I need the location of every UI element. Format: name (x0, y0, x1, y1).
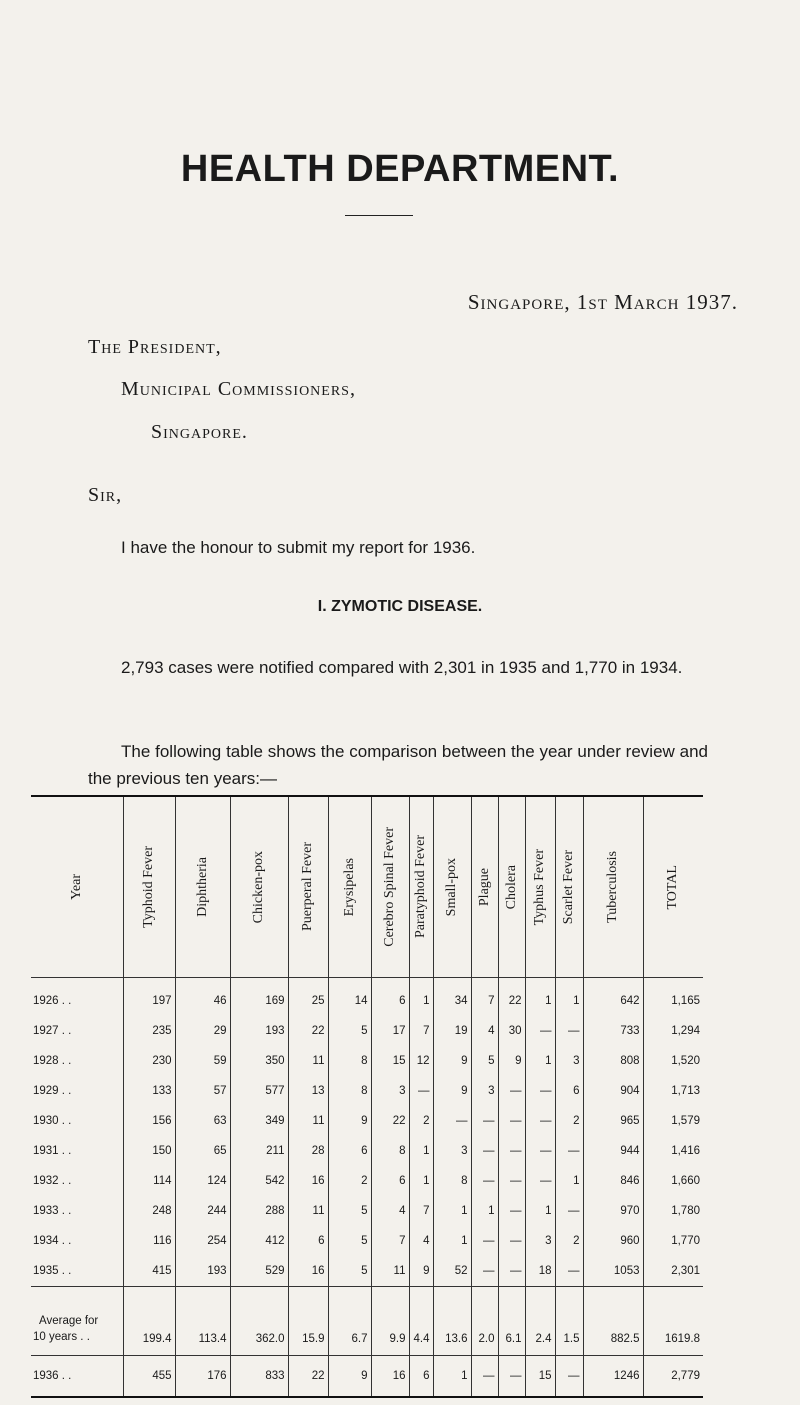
current-year-row (31, 1356, 703, 1398)
average-cell: 9.9 (371, 1287, 409, 1356)
table-cell: 2 (555, 1226, 583, 1256)
table-cell: — (433, 1106, 471, 1136)
table-cell: 14 (328, 978, 371, 1017)
column-header-small-pox (433, 796, 471, 978)
table-cell: — (498, 1166, 525, 1196)
row-year-cell: 1931 . . (33, 1145, 72, 1157)
table-cell: 63 (175, 1106, 230, 1136)
table-row (31, 1226, 703, 1256)
table-cell: 25 (288, 978, 328, 1017)
column-header-tuberculosis (583, 796, 643, 978)
current-year-cell: — (498, 1356, 525, 1398)
table-cell: 30 (498, 1016, 525, 1046)
average-cell: 1619.8 (643, 1287, 703, 1356)
column-header-label: Paratyphoid Fever (413, 835, 428, 939)
table-cell: — (498, 1226, 525, 1256)
column-header-cerebro-spinal-fever (371, 796, 409, 978)
table-cell: 211 (230, 1136, 288, 1166)
table-cell: 1,520 (643, 1046, 703, 1076)
table-cell: 4 (371, 1196, 409, 1226)
table-cell: 1 (471, 1196, 498, 1226)
table-cell: 4 (409, 1226, 433, 1256)
column-header-label: Small-pox (444, 857, 459, 917)
table-cell: 193 (175, 1256, 230, 1287)
column-header-label: Diphtheria (194, 857, 210, 917)
table-cell: 116 (123, 1226, 175, 1256)
table-cell: 5 (328, 1226, 371, 1256)
table-cell: — (525, 1166, 555, 1196)
table-row (31, 1136, 703, 1166)
column-header-label: Chicken-pox (251, 850, 266, 924)
table-cell: 1053 (583, 1256, 643, 1287)
current-year-cell: 16 (371, 1356, 409, 1398)
salutation: Sir, (88, 484, 123, 506)
table-cell: 169 (230, 978, 288, 1017)
section-title: I. ZYMOTIC DISEASE. (317, 598, 483, 615)
table-header-row (31, 796, 703, 978)
table-cell: 1,294 (643, 1016, 703, 1046)
table-cell: 6 (371, 1166, 409, 1196)
average-label-cell (31, 1287, 123, 1356)
table-cell: — (498, 1106, 525, 1136)
table-cell: 1,770 (643, 1226, 703, 1256)
table-cell: 13 (288, 1076, 328, 1106)
table-cell: — (498, 1196, 525, 1226)
current-year-cell: 22 (288, 1356, 328, 1398)
column-header-label: TOTAL (665, 864, 681, 910)
column-header-paratyphoid-fever (409, 796, 433, 978)
table-cell: — (471, 1136, 498, 1166)
table-cell: — (555, 1256, 583, 1287)
current-year-cell: — (471, 1356, 498, 1398)
row-year-cell: 1928 . . (33, 1055, 72, 1067)
dateline: Singapore, 1st March 1937. (467, 290, 738, 314)
table-cell: — (471, 1256, 498, 1287)
table-cell: 9 (409, 1256, 433, 1287)
column-header-label: Scarlet Fever (561, 849, 576, 925)
table-cell: 248 (123, 1196, 175, 1226)
table-cell: 2,301 (643, 1256, 703, 1287)
table-row (31, 1166, 703, 1196)
table-cell: 1,579 (643, 1106, 703, 1136)
table-cell: — (555, 1016, 583, 1046)
table-cell: — (498, 1076, 525, 1106)
column-header-puerperal-fever (288, 796, 328, 978)
table-cell: 1,416 (643, 1136, 703, 1166)
table-cell: 846 (583, 1166, 643, 1196)
table-cell: 22 (371, 1106, 409, 1136)
table-cell: 8 (371, 1136, 409, 1166)
table-cell: 150 (123, 1136, 175, 1166)
table-cell: 808 (583, 1046, 643, 1076)
table-cell: 577 (230, 1076, 288, 1106)
table-cell: 960 (583, 1226, 643, 1256)
table-cell: 11 (371, 1256, 409, 1287)
column-header-typhus-fever (525, 796, 555, 978)
row-year-cell: 1927 . . (33, 1025, 72, 1037)
table-cell: 11 (288, 1106, 328, 1136)
table-cell: 22 (288, 1016, 328, 1046)
table-cell: 133 (123, 1076, 175, 1106)
row-year-cell: 1934 . . (33, 1235, 72, 1247)
row-year-cell: 1929 . . (33, 1085, 72, 1097)
table-cell: 65 (175, 1136, 230, 1166)
average-cell: 1.5 (555, 1287, 583, 1356)
table-cell: 114 (123, 1166, 175, 1196)
table-cell: 46 (175, 978, 230, 1017)
column-header-total (643, 796, 703, 978)
current-year-cell: 2,779 (643, 1356, 703, 1398)
table-cell: 5 (328, 1196, 371, 1226)
table-cell: 235 (123, 1016, 175, 1046)
table-cell: — (525, 1106, 555, 1136)
table-cell: 7 (409, 1196, 433, 1226)
table-cell: 22 (498, 978, 525, 1017)
row-year-cell: 1930 . . (33, 1115, 72, 1127)
row-year-cell: 1933 . . (33, 1205, 72, 1217)
table-cell: 6 (371, 978, 409, 1017)
table-cell: — (471, 1106, 498, 1136)
table-cell: 944 (583, 1136, 643, 1166)
table-cell: 3 (471, 1076, 498, 1106)
column-header-label: Typhus Fever (532, 848, 547, 926)
table-cell: — (555, 1196, 583, 1226)
table-cell: 16 (288, 1256, 328, 1287)
addressee-line-3: Singapore. (151, 421, 248, 443)
table-cell: 5 (471, 1046, 498, 1076)
current-year-cell: 1 (433, 1356, 471, 1398)
table-cell: 642 (583, 978, 643, 1017)
table-cell: — (555, 1136, 583, 1166)
column-header-year (31, 796, 123, 978)
table-cell: 9 (433, 1076, 471, 1106)
current-year-cell: 455 (123, 1356, 175, 1398)
column-header-chicken-pox (230, 796, 288, 978)
table-cell: 5 (328, 1016, 371, 1046)
table-cell: 965 (583, 1106, 643, 1136)
average-cell: 6.7 (328, 1287, 371, 1356)
table-cell: 5 (328, 1256, 371, 1287)
column-header-plague (471, 796, 498, 978)
average-cell: 13.6 (433, 1287, 471, 1356)
table-cell: 244 (175, 1196, 230, 1226)
row-year-cell: 1932 . . (33, 1175, 72, 1187)
table-cell: 733 (583, 1016, 643, 1046)
average-cell: 2.4 (525, 1287, 555, 1356)
current-year-cell: 6 (409, 1356, 433, 1398)
average-cell: 882.5 (583, 1287, 643, 1356)
intro-paragraph: I have the honour to submit my report for 1936. (121, 538, 476, 557)
table-row (31, 1196, 703, 1226)
table-cell: 52 (433, 1256, 471, 1287)
table-cell: 1 (433, 1196, 471, 1226)
table-cell: 904 (583, 1076, 643, 1106)
table-cell: — (498, 1136, 525, 1166)
table-cell: 1 (525, 1196, 555, 1226)
table-cell: 6 (328, 1136, 371, 1166)
table-cell: — (471, 1226, 498, 1256)
column-header-typhoid-fever (123, 796, 175, 978)
table-cell: 29 (175, 1016, 230, 1046)
table-cell: 412 (230, 1226, 288, 1256)
table-cell: 1 (555, 978, 583, 1017)
table-cell: 254 (175, 1226, 230, 1256)
table-cell: 18 (525, 1256, 555, 1287)
table-cell: 19 (433, 1016, 471, 1046)
table-cell: 156 (123, 1106, 175, 1136)
table-cell: 970 (583, 1196, 643, 1226)
table-cell: 6 (288, 1226, 328, 1256)
table-cell: 2 (555, 1106, 583, 1136)
table-cell: 9 (498, 1046, 525, 1076)
table-cell: 12 (409, 1046, 433, 1076)
table-cell: 2 (409, 1106, 433, 1136)
average-row (31, 1287, 703, 1356)
table-cell: — (498, 1256, 525, 1287)
column-header-diphtheria (175, 796, 230, 978)
average-cell: 2.0 (471, 1287, 498, 1356)
table-cell: 1,165 (643, 978, 703, 1017)
table-cell: 197 (123, 978, 175, 1017)
table-cell: 542 (230, 1166, 288, 1196)
table-cell: 7 (409, 1016, 433, 1046)
table-cell: 1 (409, 1136, 433, 1166)
column-header-erysipelas (328, 796, 371, 978)
table-cell: — (525, 1136, 555, 1166)
table-cell: 16 (288, 1166, 328, 1196)
average-cell: 199.4 (123, 1287, 175, 1356)
average-cell: 362.0 (230, 1287, 288, 1356)
table-row (31, 1256, 703, 1287)
table-cell: 11 (288, 1196, 328, 1226)
table-cell: 1 (525, 1046, 555, 1076)
table-cell: 8 (328, 1076, 371, 1106)
average-cell: 113.4 (175, 1287, 230, 1356)
current-year-cell: 176 (175, 1356, 230, 1398)
table-intro-paragraph: The following table shows the comparison between the year under review and the previous ten years:— (88, 742, 708, 788)
table-cell: — (409, 1076, 433, 1106)
average-cell: 15.9 (288, 1287, 328, 1356)
table-cell: 57 (175, 1076, 230, 1106)
current-year-cell: — (555, 1356, 583, 1398)
table-cell: 28 (288, 1136, 328, 1166)
table-row (31, 1076, 703, 1106)
table-cell: 3 (433, 1136, 471, 1166)
table-row (31, 978, 703, 1017)
table-cell: 9 (328, 1106, 371, 1136)
row-year-cell: 1926 . . (33, 995, 72, 1007)
table-cell: 349 (230, 1106, 288, 1136)
table-cell: 193 (230, 1016, 288, 1046)
table-cell: 415 (123, 1256, 175, 1287)
disease-comparison-table (31, 795, 703, 1398)
table-cell: 17 (371, 1016, 409, 1046)
page-heading: HEALTH DEPARTMENT. (180, 148, 620, 190)
table-cell: 8 (433, 1166, 471, 1196)
current-year-cell: 15 (525, 1356, 555, 1398)
average-cell: 6.1 (498, 1287, 525, 1356)
table-cell: 8 (328, 1046, 371, 1076)
average-label-line: Average for (39, 1315, 99, 1327)
table-cell: 3 (525, 1226, 555, 1256)
table-cell: — (525, 1076, 555, 1106)
table-cell: 1 (409, 978, 433, 1017)
table-cell: 6 (555, 1076, 583, 1106)
table-cell: 1 (525, 978, 555, 1017)
row-year-cell: 1936 . . (33, 1370, 72, 1382)
table-cell: 11 (288, 1046, 328, 1076)
cases-paragraph: 2,793 cases were notified compared with 2,301 in 1935 and 1,770 in 1934. (121, 658, 683, 677)
column-header-label: Puerperal Fever (300, 842, 315, 932)
table-cell: 7 (471, 978, 498, 1017)
table-row (31, 1016, 703, 1046)
table-row (31, 1106, 703, 1136)
table-cell: 9 (433, 1046, 471, 1076)
average-cell: 4.4 (409, 1287, 433, 1356)
average-label-line: 10 years . . (33, 1331, 90, 1343)
current-year-cell: 9 (328, 1356, 371, 1398)
column-header-label: Plague (476, 867, 492, 907)
table-cell: 2 (328, 1166, 371, 1196)
column-header-label: Erysipelas (341, 857, 357, 917)
table-cell: 7 (371, 1226, 409, 1256)
table-cell: 230 (123, 1046, 175, 1076)
column-header-label: Cerebro Spinal Fever (382, 827, 397, 947)
table-cell: — (471, 1166, 498, 1196)
addressee-line-1: The President, (88, 336, 222, 358)
table-cell: 4 (471, 1016, 498, 1046)
column-header-label: Year (68, 874, 84, 900)
table-cell: 350 (230, 1046, 288, 1076)
table-cell: 1,660 (643, 1166, 703, 1196)
row-year-cell: 1935 . . (33, 1265, 72, 1277)
table-cell: 288 (230, 1196, 288, 1226)
heading-rule (345, 215, 413, 216)
column-header-cholera (498, 796, 525, 978)
table-cell: 1 (433, 1226, 471, 1256)
table-cell: 1,713 (643, 1076, 703, 1106)
addressee-line-2: Municipal Commissioners, (121, 378, 356, 400)
current-year-cell: 1246 (583, 1356, 643, 1398)
table-row (31, 1046, 703, 1076)
table-cell: 59 (175, 1046, 230, 1076)
table-cell: 124 (175, 1166, 230, 1196)
column-header-scarlet-fever (555, 796, 583, 978)
table-cell: 3 (371, 1076, 409, 1106)
table-cell: 529 (230, 1256, 288, 1287)
table-cell: 1 (409, 1166, 433, 1196)
table-cell: 3 (555, 1046, 583, 1076)
table-cell: — (525, 1016, 555, 1046)
current-year-cell: 833 (230, 1356, 288, 1398)
table-cell: 34 (433, 978, 471, 1017)
column-header-label: Tuberculosis (605, 851, 620, 923)
column-header-label: Typhoid Fever (141, 846, 156, 928)
column-header-label: Cholera (503, 864, 519, 910)
table-cell: 1,780 (643, 1196, 703, 1226)
table-cell: 1 (555, 1166, 583, 1196)
table-cell: 15 (371, 1046, 409, 1076)
